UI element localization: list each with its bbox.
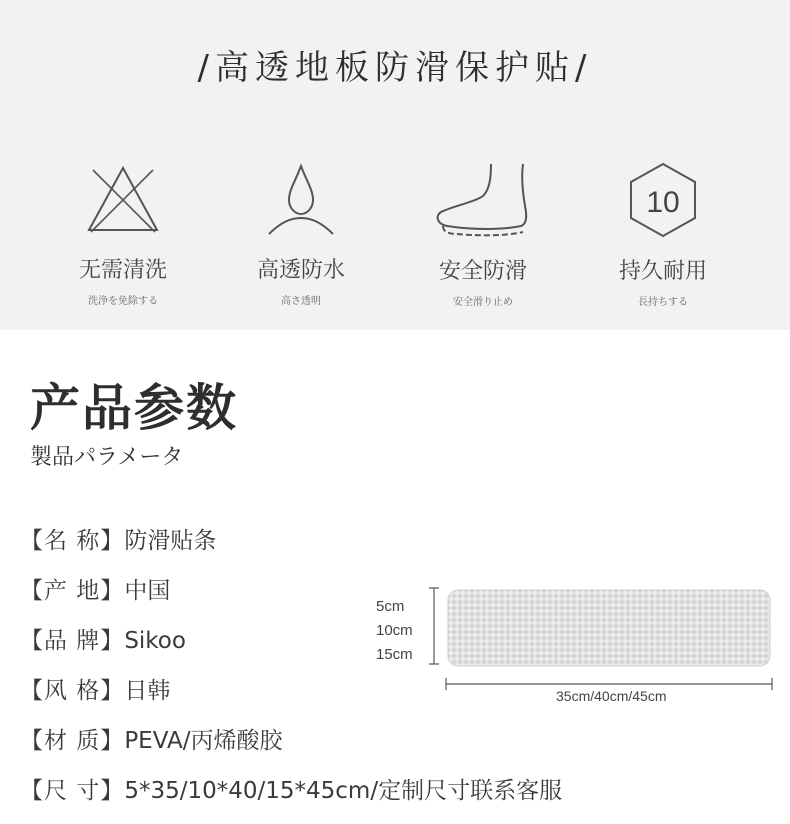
strip-sample bbox=[448, 590, 770, 666]
section-title: 产品参数 bbox=[30, 379, 238, 437]
feature-label: 无需清洗 bbox=[78, 258, 167, 283]
feature-label: 高透防水 bbox=[256, 258, 345, 283]
feature-anti-slip bbox=[393, 160, 573, 308]
feature-no-wash bbox=[33, 160, 213, 307]
feature-sub: 安全滑り止め bbox=[453, 297, 513, 308]
param-value: Sikoo bbox=[124, 628, 186, 654]
param-row-brand bbox=[20, 622, 186, 655]
param-value: 日韩 bbox=[124, 678, 171, 704]
width-label: 10cm bbox=[376, 622, 413, 639]
foot-icon bbox=[433, 160, 533, 240]
param-label: 【尺 寸】 bbox=[20, 778, 125, 804]
param-value: 中国 bbox=[124, 578, 171, 604]
param-row-origin bbox=[20, 572, 170, 605]
param-row-name bbox=[20, 522, 216, 555]
feature-durable bbox=[573, 160, 753, 308]
strip-sample-diagram bbox=[370, 584, 780, 714]
param-value: PEVA/丙烯酸胶 bbox=[124, 728, 283, 754]
length-label: 35cm/40cm/45cm bbox=[556, 688, 667, 704]
hexagon-number: 10 bbox=[646, 186, 680, 219]
feature-label: 安全防滑 bbox=[438, 259, 527, 284]
param-label: 【品 牌】 bbox=[20, 628, 125, 654]
param-value: 防滑贴条 bbox=[124, 528, 217, 554]
feature-label: 持久耐用 bbox=[618, 259, 707, 284]
hexagon-10-icon bbox=[623, 160, 703, 240]
param-row-size bbox=[20, 772, 562, 805]
water-drop-icon bbox=[261, 160, 341, 235]
param-label: 【风 格】 bbox=[20, 678, 125, 704]
no-wash-triangle-icon bbox=[83, 160, 163, 235]
param-label: 【名 称】 bbox=[20, 528, 125, 554]
section-subtitle: 製品パラメータ bbox=[30, 445, 184, 470]
param-label: 【材 质】 bbox=[20, 728, 125, 754]
param-row-style bbox=[20, 672, 170, 705]
param-value: 5*35/10*40/15*45cm/定制尺寸联系客服 bbox=[124, 778, 563, 804]
feature-sub: 高さ透明 bbox=[281, 296, 321, 307]
feature-sub: 長持ちする bbox=[638, 297, 688, 308]
banner-title: /高透地板防滑保护贴/ bbox=[197, 48, 593, 88]
width-label: 15cm bbox=[376, 646, 413, 663]
feature-sub: 洗浄を免除する bbox=[88, 296, 158, 307]
param-label: 【产 地】 bbox=[20, 578, 125, 604]
width-label: 5cm bbox=[376, 598, 405, 615]
feature-waterproof bbox=[211, 160, 391, 307]
param-row-material bbox=[20, 722, 282, 755]
